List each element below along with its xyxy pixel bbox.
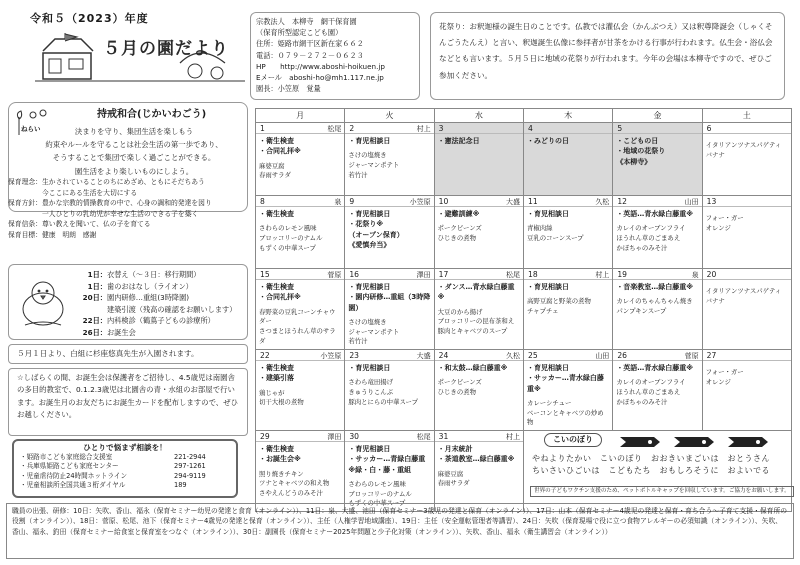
day-event: ・英語…青水緑白藤重※ xyxy=(616,364,694,372)
weekday-header: 火 xyxy=(345,109,434,123)
menu-item: フォー・ガー xyxy=(705,214,744,222)
day-event: ・茶道教室…緑白藤重※ xyxy=(437,455,515,464)
event-item: 1日：衣替え（～３日：移行期間） xyxy=(87,270,201,279)
aim-line: 約束やルールを守ることは社会生活の第一歩であり、 xyxy=(45,140,223,150)
calendar-week-row xyxy=(256,269,792,350)
day-event: ・音楽教室…緑白藤重※ xyxy=(616,283,694,291)
menu-item: きゅうりこんぶ xyxy=(348,388,394,396)
school-website-link[interactable]: HP http://www.aboshi-hoikuen.jp xyxy=(256,61,385,71)
calendar-day-cell xyxy=(256,123,345,196)
calendar-day-cell xyxy=(434,431,523,512)
menu-item: さわらのレモン風味 xyxy=(348,480,406,489)
menu-item: 切干大根の煮物 xyxy=(259,398,304,407)
school-info-box xyxy=(250,12,420,100)
chick-illustration-icon xyxy=(15,275,71,331)
day-number: 20 xyxy=(706,270,717,279)
teacher-name: 松尾 xyxy=(505,271,520,279)
day-number: 16 xyxy=(349,270,359,279)
menu-item: ポークビーンズ xyxy=(437,224,482,233)
calendar-day-cell xyxy=(345,431,434,512)
lunch-menu xyxy=(348,318,430,347)
monthly-events-box xyxy=(8,264,248,340)
menu-item: 鶏じゃが xyxy=(259,388,285,397)
calendar-day-cell xyxy=(702,196,791,269)
calendar-week-row xyxy=(256,123,792,196)
teacher-name: 澤田 xyxy=(416,271,431,279)
lyric-line: やねよりたかい こいのぼり おおきいまごいは おとうさん xyxy=(531,454,770,463)
teacher-name: 村上 xyxy=(505,433,520,441)
consultation-box xyxy=(12,439,238,498)
day-number: 6 xyxy=(706,124,712,133)
day-number: 27 xyxy=(706,351,717,360)
lunch-menu xyxy=(348,378,430,407)
menu-item: ジャーマンポテト xyxy=(348,327,400,336)
day-event: ・みどりの日 xyxy=(526,137,569,145)
newsletter-title: ５月の園だより xyxy=(103,39,229,59)
menu-item: 青椒肉絲 xyxy=(526,224,553,233)
teacher-name: 大盛 xyxy=(416,352,431,360)
menu-item: さけの塩焼き xyxy=(348,151,387,160)
consultation-row: ・児童相談所全国共通３桁ダイヤル 189 xyxy=(20,480,187,489)
day-event: 《本柳寺》 xyxy=(616,157,652,166)
consultation-row: ・児童虐待防止24時間ホットライン 294-9119 xyxy=(20,471,206,480)
teacher-name: 松尾 xyxy=(416,433,431,441)
consultation-row: ・姫路市こども家庭総合支援室 221-2944 xyxy=(20,453,206,462)
day-number: 22 xyxy=(260,351,270,360)
day-number: 4 xyxy=(527,124,533,133)
menu-item: 麻婆豆腐 xyxy=(437,469,464,478)
day-event: 《愛慎弁当》 xyxy=(348,241,391,250)
welcome-note: ５月１日より、白組に杉座悠真先生が入園されます。 xyxy=(8,344,248,364)
menu-item: かぼちゃのみそ汁 xyxy=(616,243,668,252)
goal-line: 保育信条：尊い教えを聞いて、仏の子を育てる xyxy=(8,220,151,229)
menu-item: カレイのオーブンフライ xyxy=(616,378,686,387)
goal-line: 保育方針：豊かな宗教的情操教育の中で、心身の調和的発達を図り xyxy=(8,199,212,208)
teacher-name: 泉 xyxy=(691,271,699,279)
calendar-day-cell xyxy=(613,269,702,350)
kabuto-helmet-icon xyxy=(621,143,696,189)
aim-text xyxy=(25,125,243,178)
goal-line: 一人ひとりの乳幼児が幸せな生活のできる子を築く xyxy=(42,209,199,218)
teacher-name: 山田 xyxy=(684,198,699,206)
menu-item: バナナ xyxy=(705,150,725,159)
menu-item: 春雨サラダ xyxy=(437,479,470,488)
day-number: 24 xyxy=(438,351,449,360)
school-line: 宗教法人 本柳寺 網干保育園 xyxy=(256,17,357,26)
teacher-name: 菅原 xyxy=(327,271,342,279)
day-number: 29 xyxy=(260,432,270,441)
koinobori-label: こいのぼり xyxy=(544,433,602,447)
weekday-header: 水 xyxy=(434,109,523,123)
day-event: ・育児相談日 xyxy=(526,210,569,218)
menu-item: 豚肉とキャベツのスープ xyxy=(437,327,508,335)
school-line: 園長：小笠原 覚量 xyxy=(256,84,321,94)
calendar-day-cell xyxy=(434,196,523,269)
day-event: ・英語…青水緑白藤重※ xyxy=(616,210,694,218)
teacher-name: 小笠原 xyxy=(320,352,342,360)
calendar-day-cell xyxy=(345,123,434,196)
calendar-week-row xyxy=(256,196,792,269)
menu-item: 豆乳のコーンスープ xyxy=(526,234,584,242)
menu-item: ブロッコリーの昆布茶和え xyxy=(437,317,515,326)
teacher-name: 泉 xyxy=(334,198,342,206)
menu-item: さわら竜田揚げ xyxy=(348,378,394,387)
day-event: ・合同礼拝※ xyxy=(259,293,301,302)
lunch-menu xyxy=(438,470,520,489)
menu-item: イタリアンツナスパゲティ xyxy=(705,287,782,295)
day-number: 12 xyxy=(617,197,627,206)
day-event: ・月末統計 xyxy=(437,445,473,453)
menu-item: カレイのちゃんちゃん焼き xyxy=(616,297,693,306)
lunch-menu xyxy=(438,378,520,397)
birthday-note: ☆しばらくの間、お誕生会は保護者をご招待し、4.5歳児は南園舎の多目的教室で、0.1.2.3歳児は北園舎の青・水組のお部屋で行います。お誕生月のお友だちにお誕生カードを配布しますので、ぜひお越しください。 xyxy=(8,368,248,436)
calendar-day-cell xyxy=(256,431,345,512)
school-line: 住所：姫路市網干区新在家６６２ xyxy=(256,39,364,49)
koinobori-cell xyxy=(523,431,791,512)
hanamatsuri-box: 花祭り：お釈迦様の誕生日のことです。仏教では灌仏会（かんぶつえ）又は釈尊降誕会（しゃくそんごうたんえ）と言い、釈迦誕生仏像に参拝者が甘茶をかける行事が行われます。仏生会・浴仏会などとも言います。５月５日に地域の花祭りが行われます。今年の会場は本柳寺ですので、ぜひご参加ください。 xyxy=(430,12,785,100)
calendar-day-cell xyxy=(523,123,612,196)
calendar-day-cell xyxy=(523,196,612,269)
menu-item: 大豆のから揚げ xyxy=(437,307,483,316)
day-event: ・合同礼拝※ xyxy=(259,147,301,156)
calendar-day-cell xyxy=(613,196,702,269)
menu-item: ジャーマンポテト xyxy=(348,161,400,169)
koinobori-fish-icon xyxy=(616,433,776,451)
aim-title: 持戒和合(じかいわごう) xyxy=(97,109,207,120)
school-line: 電話：０７９－２７２－０６２３ xyxy=(256,50,364,60)
era-year: 令和５（2023）年度 xyxy=(30,12,149,25)
menu-item: さやえんどうのみそ汁 xyxy=(259,489,323,497)
lunch-menu xyxy=(616,378,698,407)
day-event: ・ダンス…青水緑白藤重※ xyxy=(437,283,515,302)
menu-item: 若竹汁 xyxy=(348,337,368,346)
calendar-day-cell xyxy=(523,350,612,431)
staff-training-note: 職員の出張、研修：10日：矢吹、香山、福永（保育セミナー幼児の発達と食育（オンライン））、11日：泉、大盛、池田（保育セミナー3歳児の発達と保育（オンライン））、17日：山本（保育セミナー4歳児の発達と保育・育ち合う～子育て支援・保育所の役割（オンライン））、18日：菅原、松尾、池下（保育セミナー4歳児の発達と保育（オンライン））、主任（人権学習地域講座）、19日：主任（安全運転管理者等講習）、24日：矢吹（保育現場で役に立つ食物アレルギーの必須知識（オンライン））、矢吹、香山、福永、釣田（保育セミナー給食室と保育室をつなぐ（オンライン））、30日：副園長（保育セミナー2025年問題と少子化対策（オンライン））、矢吹、香山、福永（衛生講習会（オンライン）） xyxy=(6,503,794,559)
teacher-name: 澤田 xyxy=(327,433,342,441)
lyric-line: ちいさいひごいは こどもたち おもしろそうに およいでる xyxy=(531,466,770,475)
day-event: ・サッカー…青緑白藤重※緑・白・藤・重組 xyxy=(348,455,426,474)
event-item: 20日：園内研修…重組(3時降園) xyxy=(82,293,190,303)
goal-line: 保育目標：健康 明朗 感謝 xyxy=(8,230,97,239)
day-event: ・地域の花祭り xyxy=(616,147,666,156)
menu-item: ひじきの煮物 xyxy=(437,388,476,396)
school-line: （保育所型認定こども園） xyxy=(256,28,343,38)
menu-item: フォー・ガー xyxy=(705,368,744,376)
aim-badge-label: ねらい xyxy=(21,125,41,133)
menu-item: 春野菜の豆乳コーンチャウダー xyxy=(259,307,336,326)
day-event: （オープン保育） xyxy=(348,230,404,239)
menu-item: チャプチェ xyxy=(526,307,559,315)
day-number: 19 xyxy=(617,270,627,279)
day-event: ・衛生検査 xyxy=(259,137,294,145)
menu-item: ポークビーンズ xyxy=(437,378,482,387)
menu-item: もずくの中華スープ xyxy=(348,499,406,508)
day-event: ・育児相談日 xyxy=(348,210,391,218)
menu-item: ブロッコリーのナムル xyxy=(348,489,412,498)
day-event: ・花祭り※ xyxy=(348,220,384,229)
day-number: 26 xyxy=(617,351,627,360)
lunch-menu xyxy=(706,141,788,160)
goal-line: 保育理念：生かされていることのちにめざめ、ともにそだちあう xyxy=(8,178,205,186)
teacher-name: 久松 xyxy=(505,352,520,360)
calendar-day-cell xyxy=(523,269,612,350)
day-number: 1 xyxy=(260,124,265,133)
lunch-menu xyxy=(259,224,341,253)
menu-item: ベーコンとキャベツの炒め物 xyxy=(526,408,604,427)
day-event: ・お誕生会※ xyxy=(259,455,301,464)
day-number: 30 xyxy=(349,432,359,441)
day-number: 23 xyxy=(349,351,359,360)
menu-item: さわらのレモン風味 xyxy=(259,224,317,233)
day-event: ・憲法記念日 xyxy=(437,137,480,145)
consultation-row: ・兵庫県姫路こども家庭センター 297-1261 xyxy=(20,462,206,471)
weekday-header: 土 xyxy=(702,109,791,123)
menu-item: オレンジ xyxy=(705,377,731,386)
lunch-menu xyxy=(438,308,520,337)
lunch-menu xyxy=(527,399,609,428)
menu-item: もずくの中華スープ xyxy=(259,243,316,252)
lunch-menu xyxy=(259,162,341,181)
day-number: 15 xyxy=(260,270,270,279)
calendar-day-cell xyxy=(256,196,345,269)
day-number: 25 xyxy=(527,351,538,360)
calendar-day-cell xyxy=(434,269,523,350)
calendar-table xyxy=(255,108,792,512)
day-event: ・育児相談日 xyxy=(348,137,391,145)
teacher-name: 松尾 xyxy=(327,125,342,133)
teacher-name: 小笠原 xyxy=(409,198,431,206)
lunch-menu xyxy=(527,224,609,243)
weekday-header: 月 xyxy=(256,109,345,123)
teacher-name: 山田 xyxy=(595,352,610,360)
menu-item: ひじきの煮物 xyxy=(437,234,476,242)
calendar-day-cell xyxy=(613,350,702,431)
menu-item: パンプキンスープ xyxy=(616,307,667,315)
lunch-menu xyxy=(259,470,341,499)
day-event: ・育児相談日 xyxy=(526,364,569,372)
day-event: ・園内研修…重組（3時降園） xyxy=(348,293,431,312)
event-item: 26日：お誕生会 xyxy=(82,327,136,337)
events-list xyxy=(77,269,236,339)
day-number: 3 xyxy=(438,124,444,133)
menu-item: イタリアンツナスパゲティ xyxy=(705,141,782,149)
menu-item: 豚肉とにらの中華スープ xyxy=(348,397,418,406)
teacher-name: 村上 xyxy=(595,271,610,279)
day-event: ・避難訓練※ xyxy=(437,210,480,218)
menu-item: オレンジ xyxy=(705,223,731,232)
lunch-menu xyxy=(259,308,341,346)
day-event: ・衛生検査 xyxy=(259,445,294,453)
day-event: ・サッカー…青水緑白藤重※ xyxy=(526,374,604,393)
calendar-day-cell xyxy=(702,350,791,431)
event-item: 建築引渡（残高の確認をお願いします） xyxy=(107,304,237,314)
day-number: 10 xyxy=(438,197,449,206)
day-number: 8 xyxy=(260,197,265,206)
menu-item: ツナとキャベツの和え物 xyxy=(259,479,330,488)
title-banner xyxy=(35,33,245,85)
weekday-header: 木 xyxy=(523,109,612,123)
calendar-day-cell xyxy=(613,123,702,196)
calendar-day-cell xyxy=(702,123,791,196)
day-number: 17 xyxy=(438,270,449,279)
event-item: 1日：歯のおはなし（ライオン） xyxy=(87,281,193,291)
day-event: ・建築引落 xyxy=(259,374,294,383)
day-event: ・育児相談日 xyxy=(348,445,391,453)
menu-item: ほうれん草のごまあえ xyxy=(616,388,681,396)
day-event: ・育児相談日 xyxy=(526,283,569,291)
lunch-menu xyxy=(616,224,698,253)
calendar-day-cell xyxy=(434,350,523,431)
vaccine-cap-note: 世界の子どもワクチン支援のため、ペットボトルキャップを回収しています。ご協力をお願いします。 xyxy=(530,486,794,497)
calendar-day-cell xyxy=(345,269,434,350)
lunch-menu xyxy=(706,214,788,233)
lunch-menu xyxy=(706,287,788,306)
event-item: 22日：内科検診（鶴蔦子どもの診療所） xyxy=(82,316,215,326)
weekday-header: 金 xyxy=(613,109,702,123)
day-event: ・育児相談日 xyxy=(348,364,391,372)
day-number: 2 xyxy=(349,124,355,133)
day-event: ・衛生検査 xyxy=(259,364,294,372)
day-number: 5 xyxy=(617,124,623,133)
day-number: 9 xyxy=(349,197,355,206)
menu-item: 若竹汁 xyxy=(348,170,368,179)
consultation-title: ひとりで悩まず相談を！ xyxy=(83,443,167,452)
menu-item: カレーシチュー xyxy=(526,399,572,408)
teacher-name: 久松 xyxy=(595,198,610,206)
menu-item: バナナ xyxy=(705,296,725,305)
calendar-weekday-row xyxy=(256,109,792,123)
aim-line: 園生活をより楽しいものにしよう。 xyxy=(74,166,194,176)
calendar-week-row xyxy=(256,431,792,512)
calendar-day-cell xyxy=(702,269,791,350)
menu-item: 麻婆豆腐 xyxy=(259,161,285,170)
philosophy-block xyxy=(8,177,248,241)
lunch-menu xyxy=(706,368,788,387)
aim-line: そうすることで集団で楽しく過ごことができる。 xyxy=(52,153,216,163)
lunch-menu xyxy=(527,297,609,316)
menu-item: ブロッコリーのナムル xyxy=(259,234,323,242)
day-event: ・和太鼓…緑白藤重※ xyxy=(437,364,508,372)
day-number: 11 xyxy=(527,197,538,206)
lunch-menu xyxy=(438,224,520,243)
teacher-name: 菅原 xyxy=(684,352,699,360)
day-event: ・育児相談日 xyxy=(348,283,391,291)
menu-item: 春雨サラダ xyxy=(259,171,291,180)
teacher-name: 大盛 xyxy=(505,198,520,206)
day-event: ・こどもの日 xyxy=(616,137,659,145)
teacher-name: 村上 xyxy=(416,125,431,133)
menu-item: 高野豆腐と野菜の煮物 xyxy=(526,297,591,306)
day-number: 31 xyxy=(438,432,449,441)
calendar-day-cell xyxy=(256,350,345,431)
calendar-day-cell xyxy=(345,196,434,269)
calendar-day-cell xyxy=(434,123,523,196)
lunch-menu xyxy=(616,297,698,316)
day-number: 13 xyxy=(706,197,717,206)
koinobori-lyrics xyxy=(532,453,770,477)
school-email-link[interactable]: Eメール aboshi-ho@mh1.117.ne.jp xyxy=(256,73,384,83)
menu-item: ほうれん草のごまあえ xyxy=(616,234,681,242)
aim-line: 決まりを守り、集団生活を楽しもう xyxy=(74,127,194,136)
day-number: 18 xyxy=(527,270,538,279)
menu-item: かぼちゃのみそ汁 xyxy=(616,397,668,406)
calendar-day-cell xyxy=(345,350,434,431)
menu-item: 照り焼きチキン xyxy=(259,469,304,478)
day-event: ・衛生検査 xyxy=(259,283,294,291)
calendar-day-cell xyxy=(256,269,345,350)
menu-item: さつまとほうれん草のサラダ xyxy=(259,327,336,345)
menu-item: カレイのオーブンフライ xyxy=(616,224,686,233)
goal-line: 今ここにある生活を大切にする xyxy=(42,188,138,197)
lunch-menu xyxy=(259,389,341,408)
day-event: ・衛生検査 xyxy=(259,210,294,218)
menu-item: さけの塩焼き xyxy=(348,318,387,327)
calendar-week-row xyxy=(256,350,792,431)
lunch-menu xyxy=(348,151,430,180)
